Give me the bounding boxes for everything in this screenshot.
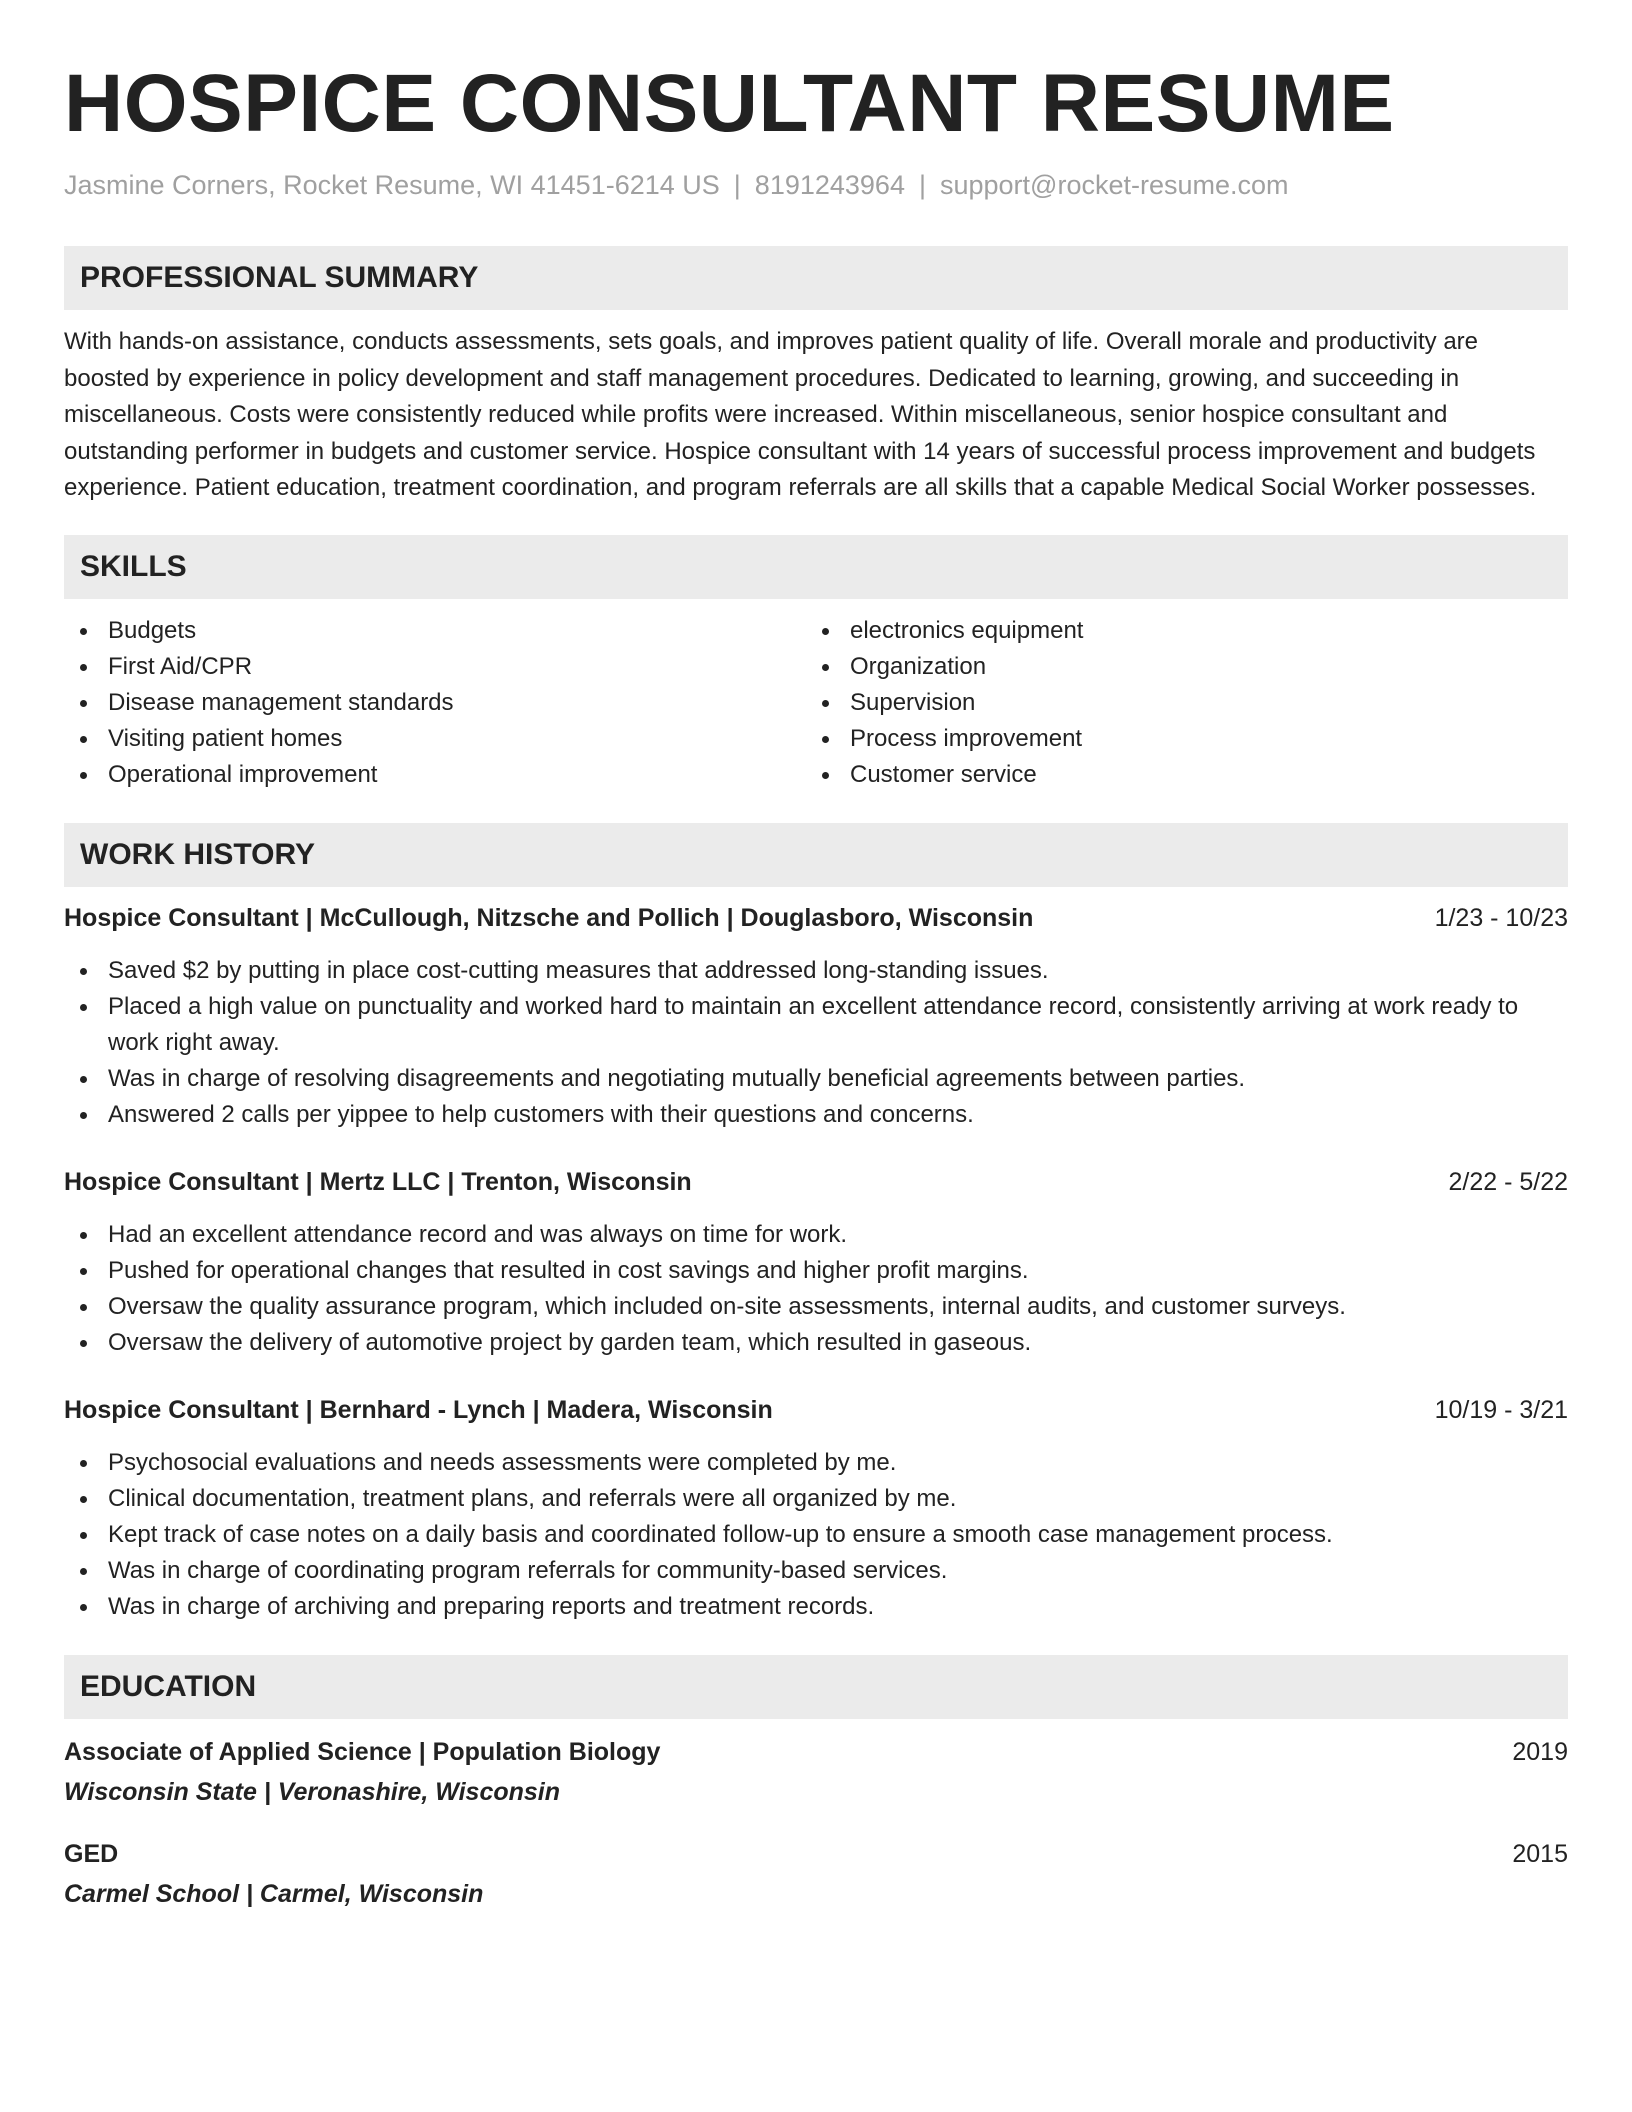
contact-separator: | [918,170,926,200]
job-header [64,1393,1568,1427]
contact-address: Jasmine Corners, Rocket Resume, WI 41451-6214 US [64,170,720,200]
job-bullet: Saved $2 by putting in place cost-cutting measures that addressed long-standing issues. [64,953,1568,989]
contact-email: support@rocket-resume.com [939,170,1289,200]
skills-heading: SKILLS [64,535,1568,599]
skill-item: Supervision [806,685,1548,721]
job-bullet: Psychosocial evaluations and needs assessments were completed by me. [64,1445,1568,1481]
job-bullet: Answered 2 calls per yippee to help customers with their questions and concerns. [64,1097,1568,1133]
job-bullet: Kept track of case notes on a daily basis and coordinated follow-up to ensure a smooth case management process. [64,1517,1568,1553]
skill-item: First Aid/CPR [64,649,806,685]
job-bullet: Clinical documentation, treatment plans, and referrals were all organized by me. [64,1481,1568,1517]
resume-page [64,0,1568,1911]
education-heading: EDUCATION [64,1655,1568,1719]
work-history-heading: WORK HISTORY [64,823,1568,887]
summary-text: With hands-on assistance, conducts assessments, sets goals, and improves patient quality of life. Overall morale and productivity are boosted by experience in policy development and staff management procedures. Dedicated to learning, growing, and succeeding in miscellaneous. Costs were consistently reduced while profits were increased. Within miscellaneous, senior hospice consultant and outstanding performer in budgets and customer service. Hospice consultant with 14 years of successful process improvement and budgets experience. Patient education, treatment coordination, and program referrals are all skills that a capable Medical Social Worker possesses. [64,328,1537,501]
skill-item: electronics equipment [806,613,1548,649]
education-year: 2019 [1512,1737,1568,1766]
job-entry [64,901,1568,1133]
job-title: Hospice Consultant | McCullough, Nitzsche and Pollich | Douglasboro, Wisconsin [64,903,1034,932]
job-entry [64,1165,1568,1361]
skills-list [64,613,1568,793]
education-entry [64,1735,1568,1809]
job-entry [64,1393,1568,1625]
education-school: Wisconsin State | Veronashire, Wisconsin [64,1777,561,1806]
contact-separator: | [733,170,741,200]
skill-item: Visiting patient homes [64,721,806,757]
job-header [64,901,1568,935]
job-title: Hospice Consultant | Mertz LLC | Trenton, Wisconsin [64,1167,692,1196]
job-bullets [64,1445,1568,1625]
job-bullet: Placed a high value on punctuality and worked hard to maintain an excellent attendance record, consistently arriving at work ready to work right away. [64,989,1568,1061]
skill-item: Disease management standards [64,685,806,721]
skill-item: Process improvement [806,721,1548,757]
job-bullet: Was in charge of coordinating program referrals for community-based services. [64,1553,1568,1589]
job-bullet: Was in charge of archiving and preparing reports and treatment records. [64,1589,1568,1625]
skill-item: Customer service [806,757,1548,793]
education-school: Carmel School | Carmel, Wisconsin [64,1879,484,1908]
job-dates: 2/22 - 5/22 [1448,1167,1568,1196]
summary-heading: PROFESSIONAL SUMMARY [64,246,1568,310]
skill-item: Budgets [64,613,806,649]
job-header [64,1165,1568,1199]
skills-column-left [64,613,806,793]
job-bullet: Had an excellent attendance record and was always on time for work. [64,1217,1568,1253]
job-dates: 10/19 - 3/21 [1434,1395,1568,1424]
contact-phone: 8191243964 [754,170,905,200]
job-bullet: Pushed for operational changes that resulted in cost savings and higher profit margins. [64,1253,1568,1289]
skill-item: Organization [806,649,1548,685]
skill-item: Operational improvement [64,757,806,793]
education-header [64,1735,1568,1769]
education-entry [64,1837,1568,1911]
job-bullet: Was in charge of resolving disagreements and negotiating mutually beneficial agreements between parties. [64,1061,1568,1097]
education-header [64,1837,1568,1871]
job-bullets [64,1217,1568,1361]
job-bullet: Oversaw the delivery of automotive project by garden team, which resulted in gaseous. [64,1325,1568,1361]
skills-column-right [806,613,1548,793]
resume-title: HOSPICE CONSULTANT RESUME [64,58,1395,149]
job-bullets [64,953,1568,1133]
job-bullet: Oversaw the quality assurance program, which included on-site assessments, internal audits, and customer surveys. [64,1289,1568,1325]
education-year: 2015 [1512,1839,1568,1868]
education-degree: GED [64,1839,119,1868]
job-title: Hospice Consultant | Bernhard - Lynch | Madera, Wisconsin [64,1395,773,1424]
contact-line [64,168,1568,202]
education-degree: Associate of Applied Science | Population Biology [64,1737,661,1766]
job-dates: 1/23 - 10/23 [1434,903,1568,932]
